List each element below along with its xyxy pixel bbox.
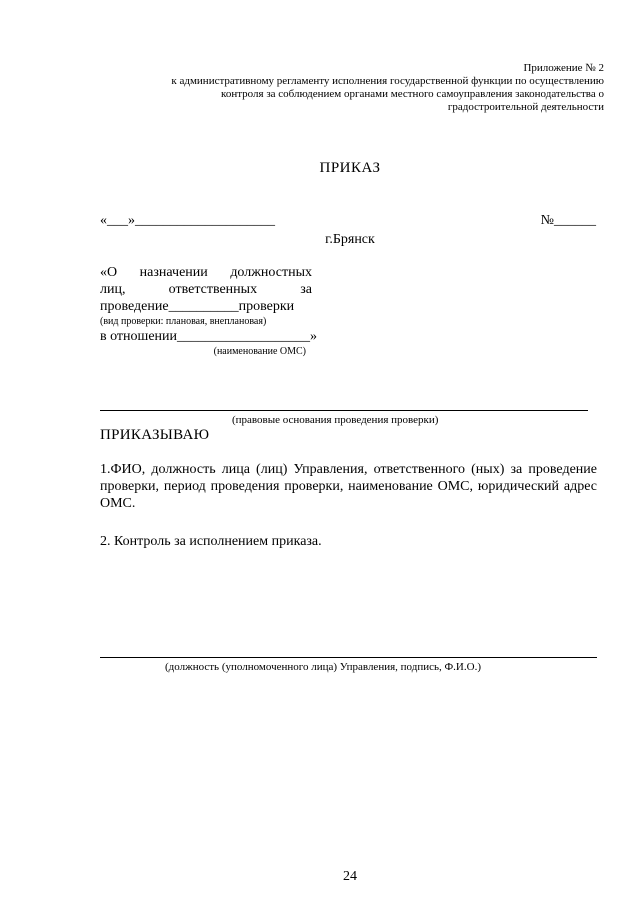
city: г.Брянск <box>325 232 375 247</box>
order-word: ПРИКАЗЫВАЮ <box>100 427 210 443</box>
appendix-line-3: градостроительной деятельности <box>447 101 604 113</box>
subject-word: «О <box>100 265 118 280</box>
order-subject <box>100 264 318 358</box>
subject-word: должностных <box>230 265 312 280</box>
subject-line-3: проведение__________проверки <box>100 299 295 314</box>
subject-word: ответственных <box>168 282 258 297</box>
subject-word: за <box>300 282 312 297</box>
subject-line-1 <box>100 264 312 281</box>
appendix-title: Приложение № 2 <box>523 62 604 74</box>
order-item-1: 1.ФИО, должность лица (лиц) Управления, ответственного (ных) за проведение проверки, период проведения проверки, наименование ОМС, юридический адрес ОМС. <box>100 462 597 511</box>
document-title: ПРИКАЗ <box>319 160 381 176</box>
appendix-header <box>124 62 604 114</box>
appendix-line-2: контроля за соблюдением органами местного самоуправления законодательства о <box>221 88 604 100</box>
subject-word: лиц, <box>100 282 126 297</box>
subject-line-2 <box>100 281 312 298</box>
appendix-line-1: к административному регламенту исполнения государственной функции по осуществлению <box>171 75 604 87</box>
legal-basis-caption: (правовые основания проведения проверки) <box>232 414 439 426</box>
signature-line <box>100 657 597 658</box>
order-item-2: 2. Контроль за исполнением приказа. <box>100 534 322 549</box>
number-field: №______ <box>540 213 596 228</box>
inspection-type-caption: (вид проверки: плановая, внеплановая) <box>100 316 267 327</box>
legal-basis-line <box>100 410 588 411</box>
page-number: 24 <box>343 869 357 884</box>
subject-word: назначении <box>139 265 208 280</box>
subject-line-4: в отношении___________________» <box>100 329 318 344</box>
signature-caption: (должность (уполномоченного лица) Управления, подпись, Ф.И.О.) <box>165 661 481 673</box>
oms-name-caption: (наименование ОМС) <box>213 346 306 357</box>
date-field: «___»____________________ <box>100 213 275 228</box>
